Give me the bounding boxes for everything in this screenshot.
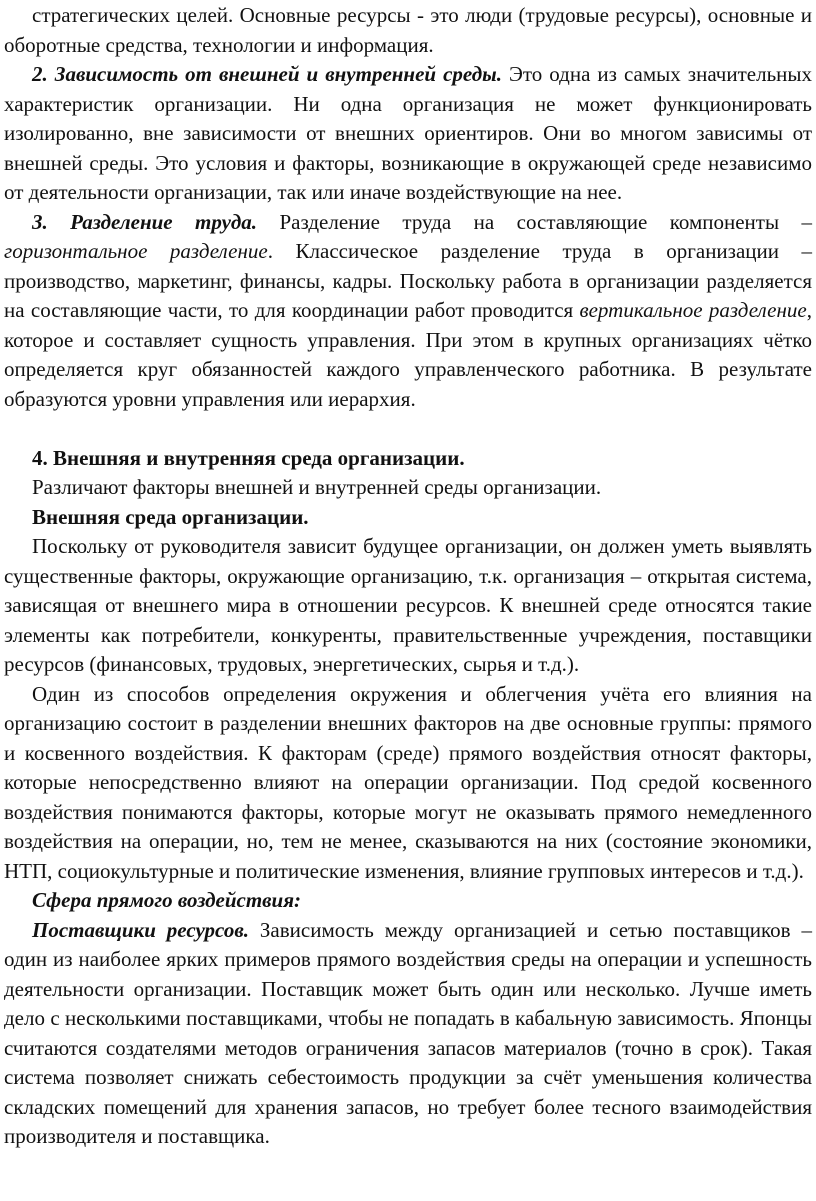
paragraph-direct-indirect-influence: Один из способов определения окружения и облегчения учёта его влияния на организацию состоит в разделении внешних факторов на две основные группы: прямого и косвенного воздействия. К факторам (среде) прямого воздействия относят факторы, которые непосредственно влияют на операции организации. Под средой косвенного воздействия понимаются факторы, которые могут не оказывать прямого немедленного воздействия на операции, но, тем не менее, сказываются на них (состояние экономики, НТП, социокультурные и политические изменения, влияние групповых интересов и т.д.). (4, 681, 812, 883)
paragraph-environment-dependence-text: Это одна из самых значительных характеристик организации. Ни одна организация не может функционировать изолированно, вне зависимости от внешних ориентиров. Они во многом зависимы от внешней среды. Это условия и факторы, возникающие в окружающей среде независимо от деятельности организации, так или иначе воздействующие на нее. (4, 62, 813, 204)
paragraph-resource-suppliers-text: Зависимость между организацией и сетью поставщиков – один из наиболее ярких примеров прямого воздействия среды на операции и успешность деятельности организации. Поставщик может быть один или несколько. Лучше иметь дело с несколькими поставщиками, чтобы не попадать в кабальную зависимость. Японцы считаются создателями методов ограничения запасов материалов (точно в срок). Такая система позволяет снижать себестоимость продукции за счёт уменьшения количества складских помещений для хранения запасов, но требует более тесного взаимодействия производителя и поставщика. (4, 917, 812, 1148)
paragraph-resource-suppliers (4, 916, 812, 1152)
blank-line (4, 414, 812, 444)
paragraph-environment-dependence (4, 60, 812, 208)
term-environment-dependence: 2. Зависимость от внешней и внутренней среды. (32, 62, 502, 86)
section-heading: 4. Внешняя и внутренняя среда организации. (32, 445, 465, 470)
division-of-labor-text-a: Разделение труда на составляющие компоненты – (257, 209, 812, 234)
term-horizontal-division: горизонтальное разделение (4, 239, 268, 263)
paragraph-intro: Различают факторы внешней и внутренней среды организации. (32, 475, 602, 499)
division-of-labor-text-c: , которое и составляет сущность управления. При этом в крупных организациях чётко определяется круг обязанностей каждого управленческого работника. В результате образуются уровни управления или иерархия. (4, 298, 812, 411)
term-vertical-division: вертикальное разделение (579, 298, 807, 322)
paragraph-resources (4, 1, 812, 60)
term-resource-suppliers: Поставщики ресурсов. (32, 917, 249, 942)
paragraph-resources-text: стратегических целей. Основные ресурсы - это люди (трудовые ресурсы), основные и оборотные средства, технологии и информация. (4, 3, 812, 57)
paragraph-external-factors: Поскольку от руководителя зависит будущее организации, он должен уметь выявлять существенные факторы, окружающие организацию, т.к. организация – открытая система, зависящая от внешнего мира в отношении ресурсов. К внешней среде относятся такие элементы как потребители, конкуренты, правительственные учреждения, поставщики ресурсов (финансовых, трудовых, энергетических, сырья и т.д.). (4, 534, 812, 676)
paragraph-division-of-labor (4, 208, 812, 415)
subheading-external-environment: Внешняя среда организации. (32, 504, 309, 529)
term-division-of-labor: 3. Разделение труда. (32, 209, 258, 234)
heading-direct-influence-sphere: Сфера прямого воздействия: (32, 888, 302, 912)
division-of-labor-text-b: . Классическое разделение труда в организации – производство, маркетинг, финансы, кадры. Поскольку работа в организации разделяется на составляющие части, то для координации работ проводится (4, 239, 813, 322)
